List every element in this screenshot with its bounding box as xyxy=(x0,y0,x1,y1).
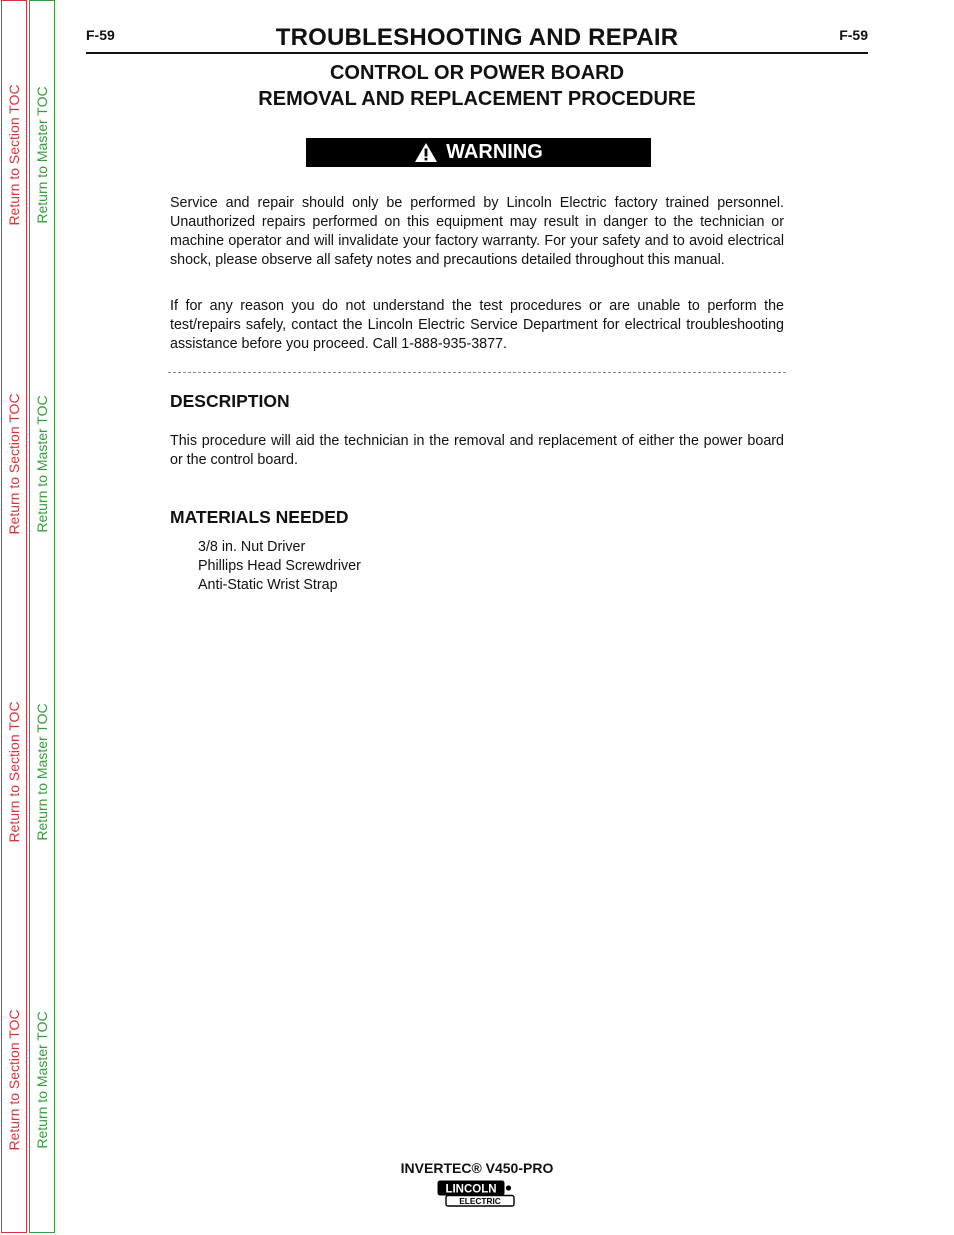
header-divider xyxy=(86,52,868,54)
list-item: Anti-Static Wrist Strap xyxy=(198,577,338,593)
description-text: This procedure will aid the technician in the removal and replacement of either the power board or the control board. xyxy=(170,433,784,468)
logo-text-bottom: ELECTRIC xyxy=(459,1195,501,1206)
page-number-left: F-59 xyxy=(86,27,115,43)
master-toc-bar: Return to Master TOC Return to Master TOC Return to Master TOC Return to Master TOC xyxy=(29,0,55,1233)
logo-text-top: LINCOLN xyxy=(445,1183,497,1196)
description-heading: DESCRIPTION xyxy=(170,391,290,411)
procedure-title-line2: REMOVAL AND REPLACEMENT PROCEDURE xyxy=(258,88,696,110)
materials-list xyxy=(198,538,361,595)
procedure-title xyxy=(86,60,868,112)
section-divider xyxy=(168,372,786,373)
page-title: TROUBLESHOOTING AND REPAIR xyxy=(275,24,679,51)
section-toc-bar: Return to Section TOC Return to Section TOC Return to Section TOC Return to Section TOC xyxy=(1,0,27,1233)
list-item: Phillips Head Screwdriver xyxy=(198,558,361,574)
warning-banner xyxy=(306,138,651,167)
materials-heading: MATERIALS NEEDED xyxy=(170,507,349,527)
warning-label: WARNING xyxy=(446,141,543,163)
footer-model-name: INVERTEC® V450-PRO xyxy=(400,1160,554,1176)
page-number-right: F-59 xyxy=(839,27,868,43)
lincoln-electric-logo xyxy=(437,1180,517,1213)
procedure-title-line1: CONTROL OR POWER BOARD xyxy=(329,62,625,84)
warning-triangle-icon xyxy=(414,142,438,163)
list-item: 3/8 in. Nut Driver xyxy=(198,539,306,555)
warning-paragraph-2: If for any reason you do not understand the test procedures or are unable to perform the test/repairs safely, contact the Lincoln Electric Service Department for electrical troubleshooting assistance before you proceed. Call 1-888-935-3877. xyxy=(170,298,784,352)
warning-paragraph-1: Service and repair should only be performed by Lincoln Electric factory trained personnel. Unauthorized repairs performed on this equipment may result in danger to the technician or machine operator and will invalidate your factory warranty. For your safety and to avoid electrical shock, please observe all safety notes and precautions detailed throughout this manual. xyxy=(170,195,784,268)
